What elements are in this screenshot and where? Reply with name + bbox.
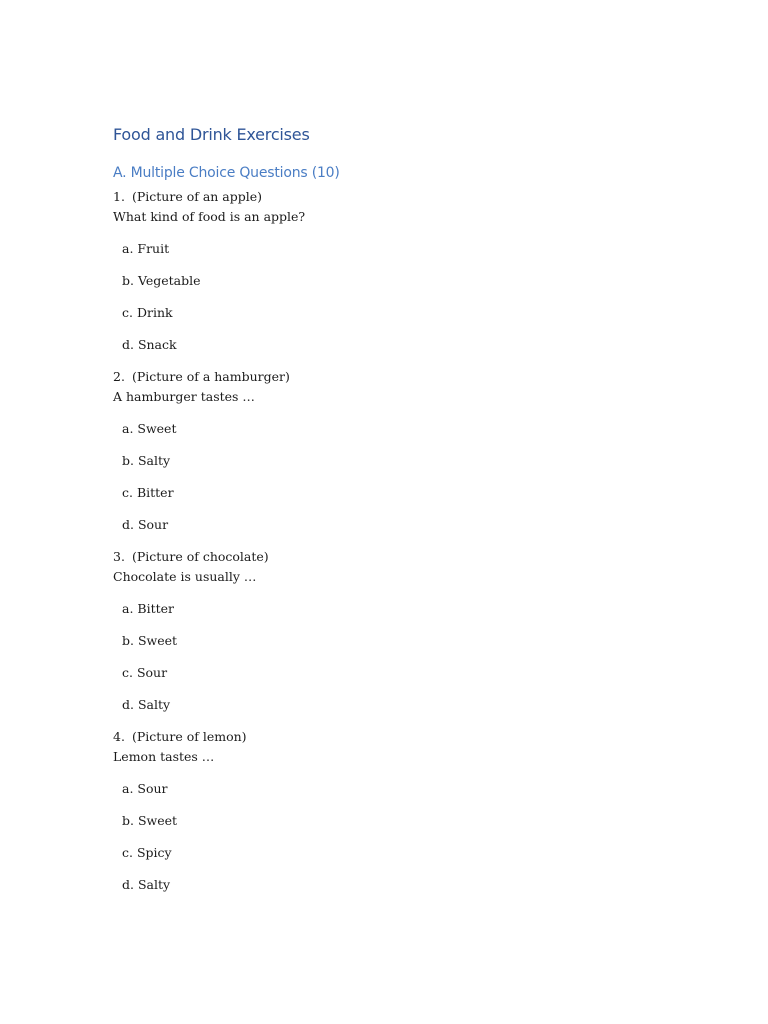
answer-option-a[interactable]: a. Fruit <box>122 241 170 256</box>
question-number: 3. <box>113 549 125 564</box>
answer-option-a[interactable]: a. Sweet <box>122 421 177 436</box>
answer-option-d[interactable]: d. Salty <box>122 697 171 712</box>
question-1 <box>113 187 673 354</box>
answer-option-d[interactable]: d. Snack <box>122 337 177 352</box>
picture-placeholder: (Picture of an apple) <box>132 189 263 204</box>
picture-placeholder: (Picture of a hamburger) <box>132 369 290 384</box>
question-header <box>113 727 673 747</box>
answer-option-b[interactable]: b. Sweet <box>122 813 178 828</box>
question-number: 4. <box>113 729 125 744</box>
question-header <box>113 187 673 207</box>
answer-option-c[interactable]: c. Bitter <box>122 485 174 500</box>
question-number: 2. <box>113 369 125 384</box>
answer-option-b[interactable]: b. Salty <box>122 453 171 468</box>
answer-option-c[interactable]: c. Spicy <box>122 845 172 860</box>
question-4 <box>113 727 673 894</box>
answer-options <box>113 419 673 534</box>
answer-options <box>113 779 673 894</box>
question-3 <box>113 547 673 714</box>
answer-option-d[interactable]: d. Salty <box>122 877 171 892</box>
question-2 <box>113 367 673 534</box>
answer-option-a[interactable]: a. Sour <box>122 781 168 796</box>
question-prompt: What kind of food is an apple? <box>113 209 306 224</box>
document-content <box>113 124 673 907</box>
question-number: 1. <box>113 189 125 204</box>
answer-options <box>113 599 673 714</box>
answer-option-b[interactable]: b. Vegetable <box>122 273 201 288</box>
question-header <box>113 367 673 387</box>
question-prompt: Chocolate is usually … <box>113 569 257 584</box>
section-heading: A. Multiple Choice Questions (10) <box>113 165 340 181</box>
answer-option-c[interactable]: c. Drink <box>122 305 173 320</box>
answer-option-d[interactable]: d. Sour <box>122 517 169 532</box>
page-title: Food and Drink Exercises <box>113 125 310 144</box>
question-header <box>113 547 673 567</box>
question-prompt: Lemon tastes … <box>113 749 215 764</box>
picture-placeholder: (Picture of lemon) <box>132 729 247 744</box>
answer-option-b[interactable]: b. Sweet <box>122 633 178 648</box>
answer-option-c[interactable]: c. Sour <box>122 665 168 680</box>
answer-option-a[interactable]: a. Bitter <box>122 601 175 616</box>
answer-options <box>113 239 673 354</box>
question-prompt: A hamburger tastes … <box>113 389 255 404</box>
picture-placeholder: (Picture of chocolate) <box>132 549 269 564</box>
